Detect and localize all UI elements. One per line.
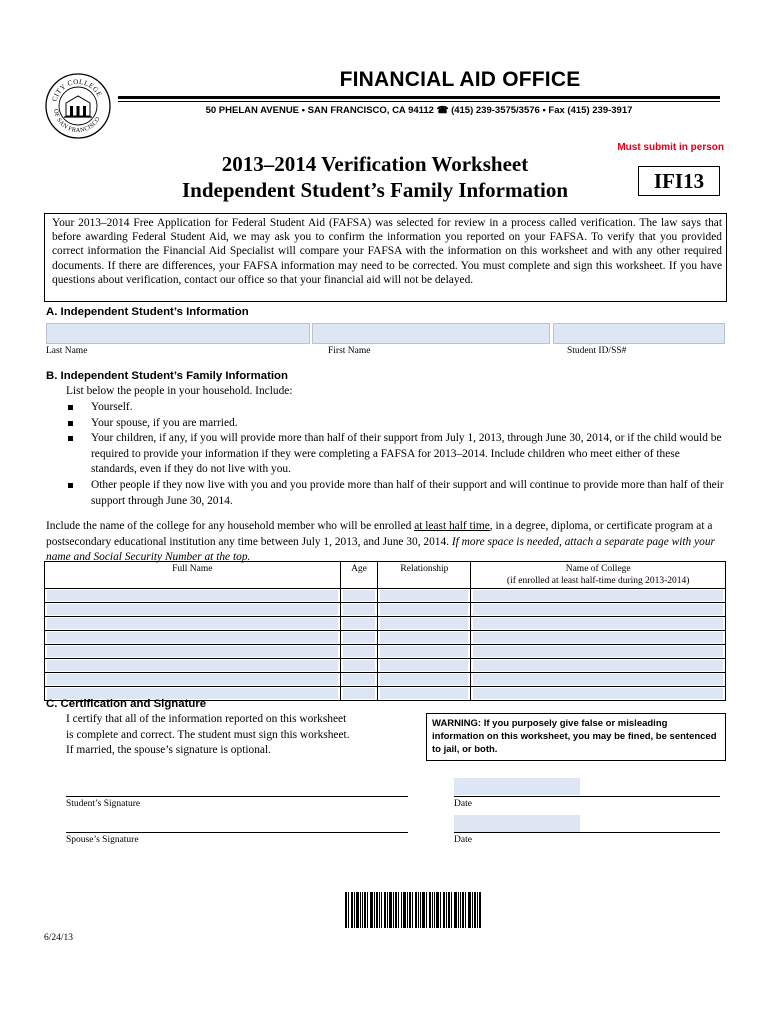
form-code-badge: IFI13: [638, 166, 720, 196]
college-cell[interactable]: [471, 631, 726, 645]
relationship-cell[interactable]: [378, 659, 471, 673]
intro-paragraph: Your 2013–2014 Free Application for Federal Student Aid (FAFSA) was selected for review in a process called verification. The law says that before awarding Federal Student Aid, we may ask you to confirm the information you reported on your FAFSA. To verify that you provided correct information the Financial Aid Specialist will compare your FAFSA with the information on this worksheet and with any other required documents. If there are differences, your FAFSA information may need to be corrected. You must complete and sign this worksheet. If you have questions about verification, contact our office so that your financial aid will not be delayed.: [44, 213, 727, 302]
spouse-date-input[interactable]: [454, 815, 580, 832]
table-row: [45, 631, 726, 645]
relationship-header: Relationship: [378, 562, 471, 589]
college-cell[interactable]: [471, 617, 726, 631]
full-name-cell[interactable]: [45, 589, 341, 603]
household-table: [44, 561, 726, 701]
age-cell[interactable]: [340, 631, 378, 645]
header-rule-thin: [118, 101, 720, 102]
college-cell[interactable]: [471, 687, 726, 701]
age-cell[interactable]: [340, 659, 378, 673]
spouse-signature-line[interactable]: [66, 832, 408, 833]
list-item: Yourself.: [66, 400, 726, 416]
extra-space-note: If more space is needed, attach a separate page with your name and Social Security Number at the top.: [46, 535, 715, 564]
college-cell[interactable]: [471, 659, 726, 673]
table-row: [45, 659, 726, 673]
age-cell[interactable]: [340, 687, 378, 701]
list-item: Other people if they now live with you and you provide more than half of their support and will continue to provide more than half of their support through June 30, 2014.: [66, 478, 726, 509]
svg-text:OF SAN FRANCISCO: OF SAN FRANCISCO: [51, 108, 102, 135]
college-seal-logo: [44, 72, 112, 140]
full-name-cell[interactable]: [45, 617, 341, 631]
age-cell[interactable]: [340, 645, 378, 659]
bullet-square-icon: [68, 483, 73, 488]
first-name-label: First Name: [328, 346, 371, 356]
student-signature-line[interactable]: [66, 796, 408, 797]
college-cell[interactable]: [471, 603, 726, 617]
age-cell[interactable]: [340, 603, 378, 617]
relationship-cell[interactable]: [378, 631, 471, 645]
bullet-square-icon: [68, 436, 73, 441]
list-item: Your children, if any, if you will provide more than half of their support from July 1, 2013, through June 30, 2014, or if the child would be required to provide your information if they were completing a FAFSA for 2013–2014. Include children who meet either of these standards, even if they do not live with you.: [66, 431, 726, 478]
table-row: [45, 645, 726, 659]
relationship-cell[interactable]: [378, 617, 471, 631]
must-submit-notice: Must submit in person: [617, 142, 724, 153]
full-name-cell[interactable]: [45, 673, 341, 687]
section-c-heading: C. Certification and Signature: [46, 698, 207, 710]
worksheet-title-line2: Independent Student’s Family Information: [181, 178, 569, 202]
barcode-image: [345, 892, 481, 928]
section-a-heading: A. Independent Student’s Information: [46, 306, 249, 318]
full-name-header: Full Name: [45, 562, 341, 589]
college-note: Include the name of the college for any household member who will be enrolled at least half time, in a degree, diploma, or certificate program at a postsecondary educational institution any time between July 1, 2013, and June 30, 2014. If more space is needed, attach a separate page with your name and Social Security Number at the top.: [46, 520, 715, 564]
svg-text:CITY COLLEGE: CITY COLLEGE: [50, 77, 104, 103]
relationship-cell[interactable]: [378, 645, 471, 659]
student-id-input[interactable]: [553, 323, 725, 344]
age-cell[interactable]: [340, 589, 378, 603]
age-cell[interactable]: [340, 673, 378, 687]
household-include-list: [66, 400, 726, 509]
bullet-square-icon: [68, 421, 73, 426]
age-cell[interactable]: [340, 617, 378, 631]
spouse-signature-label: Spouse’s Signature: [66, 835, 139, 845]
student-date-line: [454, 796, 720, 797]
age-header: Age: [340, 562, 378, 589]
household-table-header: [45, 562, 726, 589]
certification-statement: I certify that all of the information reported on this worksheet is complete and correct. The student must sign this worksheet. If married, the spouse’s signature is optional.: [66, 713, 350, 757]
warning-box: WARNING: If you purposely give false or misleading information on this worksheet, you may be fined, be sentenced to jail, or both.: [426, 713, 726, 761]
student-date-input[interactable]: [454, 778, 580, 795]
relationship-cell[interactable]: [378, 589, 471, 603]
college-header: Name of College (if enrolled at least half-time during 2013-2014): [471, 562, 726, 589]
last-name-input[interactable]: [46, 323, 310, 344]
office-title: FINANCIAL AID OFFICE: [339, 68, 581, 91]
first-name-input[interactable]: [312, 323, 550, 344]
student-id-label: Student ID/SS#: [567, 346, 627, 356]
full-name-cell[interactable]: [45, 603, 341, 617]
full-name-cell[interactable]: [45, 631, 341, 645]
last-name-label: Last Name: [46, 346, 88, 356]
student-signature-label: Student’s Signature: [66, 799, 141, 809]
household-lead: List below the people in your household. Include:: [66, 385, 293, 397]
relationship-cell[interactable]: [378, 603, 471, 617]
table-row: [45, 603, 726, 617]
college-cell[interactable]: [471, 589, 726, 603]
table-row: [45, 617, 726, 631]
bullet-square-icon: [68, 405, 73, 410]
table-row: [45, 589, 726, 603]
relationship-cell[interactable]: [378, 673, 471, 687]
header-rule: [118, 96, 720, 99]
student-date-label: Date: [454, 799, 472, 809]
relationship-cell[interactable]: [378, 687, 471, 701]
college-cell[interactable]: [471, 673, 726, 687]
table-row: [45, 673, 726, 687]
full-name-cell[interactable]: [45, 645, 341, 659]
college-cell[interactable]: [471, 645, 726, 659]
form-version-date: 6/24/13: [44, 933, 74, 943]
office-address: 50 PHELAN AVENUE • SAN FRANCISCO, CA 94112 ☎ (415) 239-3575/3576 • Fax (415) 239-3917: [205, 105, 633, 116]
worksheet-title: [160, 151, 590, 203]
list-item: Your spouse, if you are married.: [66, 416, 726, 432]
section-b-heading: B. Independent Student’s Family Information: [46, 370, 288, 382]
worksheet-title-line1: 2013–2014 Verification Worksheet: [221, 152, 529, 176]
half-time-emphasis: at least half time: [414, 520, 490, 532]
spouse-date-line: [454, 832, 720, 833]
full-name-cell[interactable]: [45, 659, 341, 673]
spouse-date-label: Date: [454, 835, 472, 845]
